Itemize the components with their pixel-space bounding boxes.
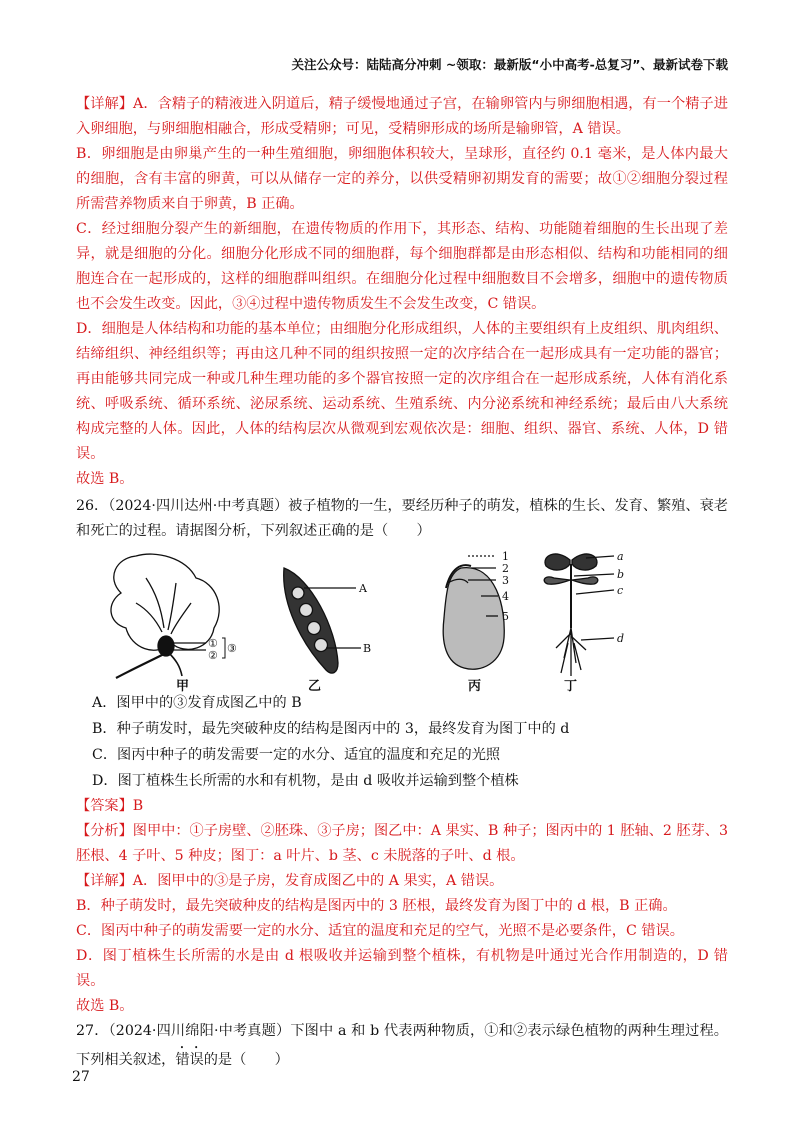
fig-bing-mark-1: 1 xyxy=(502,550,509,563)
q25-detail-a: 【详解】A．含精子的精液进入阴道后，精子缓慢地通过子宫，在输卵管内与卵细胞相遇，有一个精子进入卵细胞，与卵细胞相融合，形成受精卵；可见，受精卵形成的场所是输卵管，A 错误。 xyxy=(76,96,728,137)
q25-detail-d: D．细胞是人体结构和功能的基本单位；由细胞分化形成组织，人体的主要组织有上皮组织、肌肉组织、结缔组织、神经组织等；再由这几种不同的组织按照一定的次序结合在一起形成具有一定功能的器官；再由能够共同完成一种或几种生理功能的多个器官按照一定的次序组合在一起形成系统，人体有消化系统、呼吸系统、循环系统、泌尿系统、运动系统、生殖系统、内分泌系统和神经系统；最后由八大系统构成完整的人体。因此，人体的结构层次从微观到宏观依次是：细胞、组织、器官、系统、人体，D 错误。 xyxy=(76,321,728,462)
page-header: 关注公众号：陆陆高分冲刺 ~领取：最新版“小中高考-总复习”、最新试卷下载 xyxy=(291,57,728,72)
fig-bing-mark-5: 5 xyxy=(502,610,509,623)
fig-bing-mark-2: 2 xyxy=(502,562,509,575)
q26-figure xyxy=(76,548,728,694)
q26-detail-d: D．图丁植株生长所需的水是由 d 根吸收并运输到整个植株，有机物是叶通过光合作用制造的，D 错误。 xyxy=(76,948,728,989)
q26-detail-b: B．种子萌发时，最先突破种皮的结构是图丙中的 3 胚根，最终发育为图丁中的 d 根，B 正确。 xyxy=(76,898,677,914)
q26-stem: 26．（2024·四川达州·中考真题）被子植物的一生，要经历种子的萌发，植株的生长、发育、繁殖、衰老和死亡的过程。请据图分析，下列叙述正确的是（ ） xyxy=(76,498,728,539)
seedling-diagram xyxy=(544,554,614,676)
q26-conclusion: 故选 B。 xyxy=(76,998,134,1014)
detail-tag: 【详解】 xyxy=(76,96,134,112)
q26-detail-a: 【详解】A．图甲中的③是子房，发育成图乙中的 A 果实，A 错误。 xyxy=(76,873,504,889)
fig-bing-mark-3: 3 xyxy=(502,574,509,587)
fig-ding-mark-d: d xyxy=(617,632,625,645)
q25-detail-b: B．卵细胞是由卵巢产生的一种生殖细胞，卵细胞体积较大，呈球形，直径约 0.1 毫米，是人体内最大的细胞，含有丰富的卵黄，可以从储存一定的养分，以供受精卵初期发育的需要；故①②细胞分裂过程所需营养物质来自于卵黄，B 正确。 xyxy=(76,146,728,212)
fig-ding-mark-c: c xyxy=(617,584,624,597)
fig-yi-mark-b: B xyxy=(363,642,372,655)
q27-stem: 27．（2024·四川绵阳·中考真题）下图中 a 和 b 代表两种物质，①和②表示绿色植物的两种生理过程。下列相关叙述，错误的是（ ） xyxy=(76,1023,728,1068)
figure-label-jia: 甲 xyxy=(176,679,190,694)
q25-conclusion: 故选 B。 xyxy=(76,471,134,487)
fig-ding-mark-b: b xyxy=(617,568,625,581)
page-number: 27 xyxy=(72,1069,90,1085)
q25-detail-c: C．经过细胞分裂产生的新细胞，在遗传物质的作用下，其形态、结构、功能随着细胞的生长出现了差异，就是细胞的分化。细胞分化形成不同的细胞群，每个细胞群都是由形态相似、结构和功能相同的细胞连合在一起形成的，这样的细胞群叫组织。在细胞分化过程中细胞数目不会增多，细胞中的遗传物质也不会发生改变。因此，③④过程中遗传物质发生不会发生改变，C 错误。 xyxy=(76,221,728,312)
q26-option-c: C．图丙中种子的萌发需要一定的水分、适宜的温度和充足的光照 xyxy=(92,747,501,763)
pod-diagram xyxy=(284,568,361,673)
q26-option-a: A．图甲中的③发育成图乙中的 B xyxy=(92,695,302,711)
q26-option-b: B．种子萌发时，最先突破种皮的结构是图丙中的 3，最终发育为图丁中的 d xyxy=(92,721,570,737)
fig-jia-mark-2: ② xyxy=(208,649,218,662)
fig-bing-mark-4: 4 xyxy=(502,590,509,603)
q26-answer: 【答案】B xyxy=(76,798,144,814)
fig-yi-mark-a: A xyxy=(359,582,367,595)
q26-option-d: D．图丁植株生长所需的水和有机物，是由 d 吸收并运输到整个植株 xyxy=(92,773,519,789)
figure-label-bing: 丙 xyxy=(468,679,482,694)
plant-figure xyxy=(76,548,728,688)
page-content xyxy=(76,92,728,1073)
q27-emphasis: 错误 xyxy=(175,1052,204,1068)
fig-jia-mark-1: ① xyxy=(208,637,218,650)
figure-label-yi: 乙 xyxy=(308,679,322,694)
flower-diagram xyxy=(111,554,219,678)
q26-analysis: 【分析】图甲中：①子房壁、②胚珠、③子房；图乙中：A 果实、B 种子；图丙中的 1 胚轴、2 胚芽、3 胚根、4 子叶、5 种皮；图丁：a 叶片、b 茎、c 未脱落的子叶、d 根。 xyxy=(76,823,729,864)
fig-ding-mark-a: a xyxy=(617,550,624,563)
brace xyxy=(222,638,225,658)
q26-detail-c: C．图丙中种子的萌发需要一定的水分、适宜的温度和充足的空气，光照不是必要条件，C 错误。 xyxy=(76,923,684,939)
seed-diagram xyxy=(443,556,504,669)
figure-label-ding: 丁 xyxy=(564,679,578,694)
fig-jia-mark-3: ③ xyxy=(227,642,237,655)
